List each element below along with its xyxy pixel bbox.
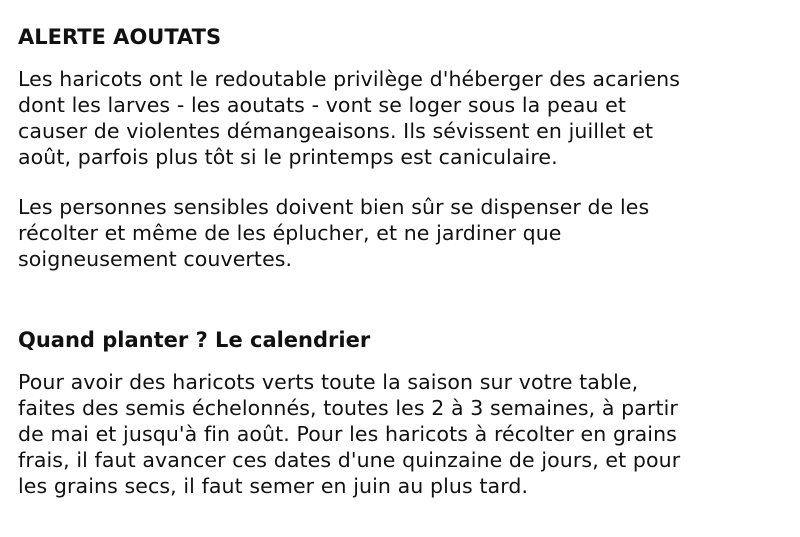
paragraph-planting-calendar: [18, 369, 680, 499]
paragraph-aoutats-description: [18, 66, 680, 170]
text-line: Pour avoir des haricots verts toute la saison sur votre table,: [18, 370, 639, 394]
text-line: août, parfois plus tôt si le printemps est caniculaire.: [18, 145, 558, 169]
paragraph-sensitive-persons: [18, 194, 649, 272]
text-line: causer de violentes démangeaisons. Ils sévissent en juillet et: [18, 119, 654, 143]
section-title-alerte-aoutats: ALERTE AOUTATS: [18, 25, 222, 49]
text-line: les grains secs, il faut semer en juin au plus tard.: [18, 474, 529, 498]
text-line: de mai et jusqu'à fin août. Pour les haricots à récolter en grains: [18, 422, 677, 446]
text-line: Les haricots ont le redoutable privilège d'héberger des acariens: [18, 67, 681, 91]
text-line: soigneusement couvertes.: [18, 247, 293, 271]
text-line: dont les larves - les aoutats - vont se loger sous la peau et: [18, 93, 626, 117]
text-line: faites des semis échelonnés, toutes les 2 à 3 semaines, à partir: [18, 396, 678, 420]
text-line: Les personnes sensibles doivent bien sûr se dispenser de les: [18, 195, 650, 219]
text-line: frais, il faut avancer ces dates d'une quinzaine de jours, et pour: [18, 448, 681, 472]
text-line: récolter et même de les éplucher, et ne jardiner que: [18, 221, 562, 245]
section-title-calendrier: Quand planter ? Le calendrier: [18, 328, 371, 352]
